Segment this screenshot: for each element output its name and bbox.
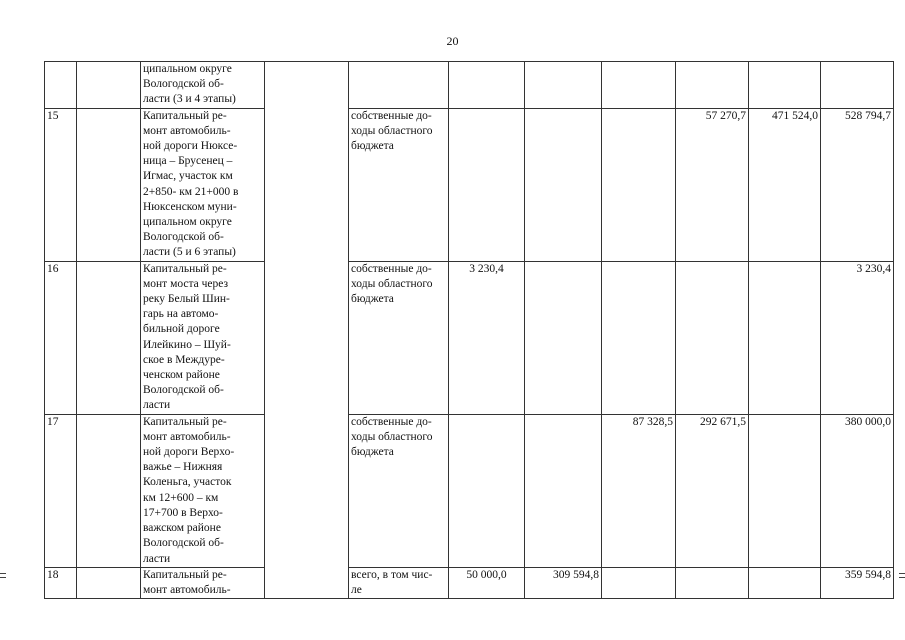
row-number-cell: 18 — [45, 567, 77, 598]
value-cell — [749, 62, 821, 109]
margin-mark — [0, 573, 6, 574]
value-cell: 50 000,0 — [449, 567, 525, 598]
value-cell: 292 671,5 — [676, 414, 749, 567]
value-cell — [676, 261, 749, 414]
empty-cell — [77, 108, 141, 261]
total-cell: 359 594,8 — [821, 567, 894, 598]
budget-table — [44, 61, 894, 599]
value-cell — [602, 108, 676, 261]
value-cell: 471 524,0 — [749, 108, 821, 261]
value-cell — [525, 108, 602, 261]
value-cell — [449, 62, 525, 109]
value-cell — [602, 261, 676, 414]
total-cell: 380 000,0 — [821, 414, 894, 567]
value-cell — [676, 567, 749, 598]
row-number-cell: 16 — [45, 261, 77, 414]
row-number-cell: 17 — [45, 414, 77, 567]
value-cell — [749, 414, 821, 567]
funding-source-cell — [349, 62, 449, 109]
merged-empty-cell — [265, 62, 349, 599]
table-row — [45, 567, 894, 598]
value-cell — [749, 261, 821, 414]
object-name-cell: Капитальный ре- монт автомобиль- ной дороги Нюксе- ница – Брусенец – Игмас, участок км 2+850- км 21+000 в Нюксенском муни- ципальном округе Вологодской об- ласти (5 и 6 этапы) — [141, 108, 265, 261]
value-cell — [749, 567, 821, 598]
value-cell — [525, 62, 602, 109]
value-cell — [602, 62, 676, 109]
value-cell: 3 230,4 — [449, 261, 525, 414]
empty-cell — [77, 414, 141, 567]
empty-cell — [77, 567, 141, 598]
margin-mark — [899, 577, 905, 578]
total-cell: 3 230,4 — [821, 261, 894, 414]
funding-source-cell: собственные до- ходы областного бюджета — [349, 261, 449, 414]
total-cell — [821, 62, 894, 109]
funding-source-cell: всего, в том чис- ле — [349, 567, 449, 598]
funding-source-cell: собственные до- ходы областного бюджета — [349, 414, 449, 567]
object-name-cell: Капитальный ре- монт моста через реку Белый Шин- гарь на автомо- бильной дороге Илейкино – Шуй- ское в Междуре- ченском районе Вологодской об- ласти — [141, 261, 265, 414]
page-number: 20 — [446, 34, 459, 48]
object-name-cell: ципальном округе Вологодской об- ласти (3 и 4 этапы) — [141, 62, 265, 109]
table-row — [45, 62, 894, 109]
funding-source-cell: собственные до- ходы областного бюджета — [349, 108, 449, 261]
value-cell — [602, 567, 676, 598]
value-cell: 57 270,7 — [676, 108, 749, 261]
value-cell — [676, 62, 749, 109]
value-cell — [449, 108, 525, 261]
table-row — [45, 108, 894, 261]
object-name-cell: Капитальный ре- монт автомобиль- ной дороги Верхо- важье – Нижняя Коленьга, участок км 12+600 – км 17+700 в Верхо- важском районе Вологодской об- ласти — [141, 414, 265, 567]
row-number-cell — [45, 62, 77, 109]
empty-cell — [77, 62, 141, 109]
value-cell — [525, 414, 602, 567]
empty-cell — [77, 261, 141, 414]
margin-mark — [0, 577, 6, 578]
table-row — [45, 414, 894, 567]
value-cell: 309 594,8 — [525, 567, 602, 598]
object-name-cell: Капитальный ре- монт автомобиль- — [141, 567, 265, 598]
table-row — [45, 261, 894, 414]
value-cell — [525, 261, 602, 414]
total-cell: 528 794,7 — [821, 108, 894, 261]
margin-mark — [899, 573, 905, 574]
value-cell: 87 328,5 — [602, 414, 676, 567]
value-cell — [449, 414, 525, 567]
row-number-cell: 15 — [45, 108, 77, 261]
